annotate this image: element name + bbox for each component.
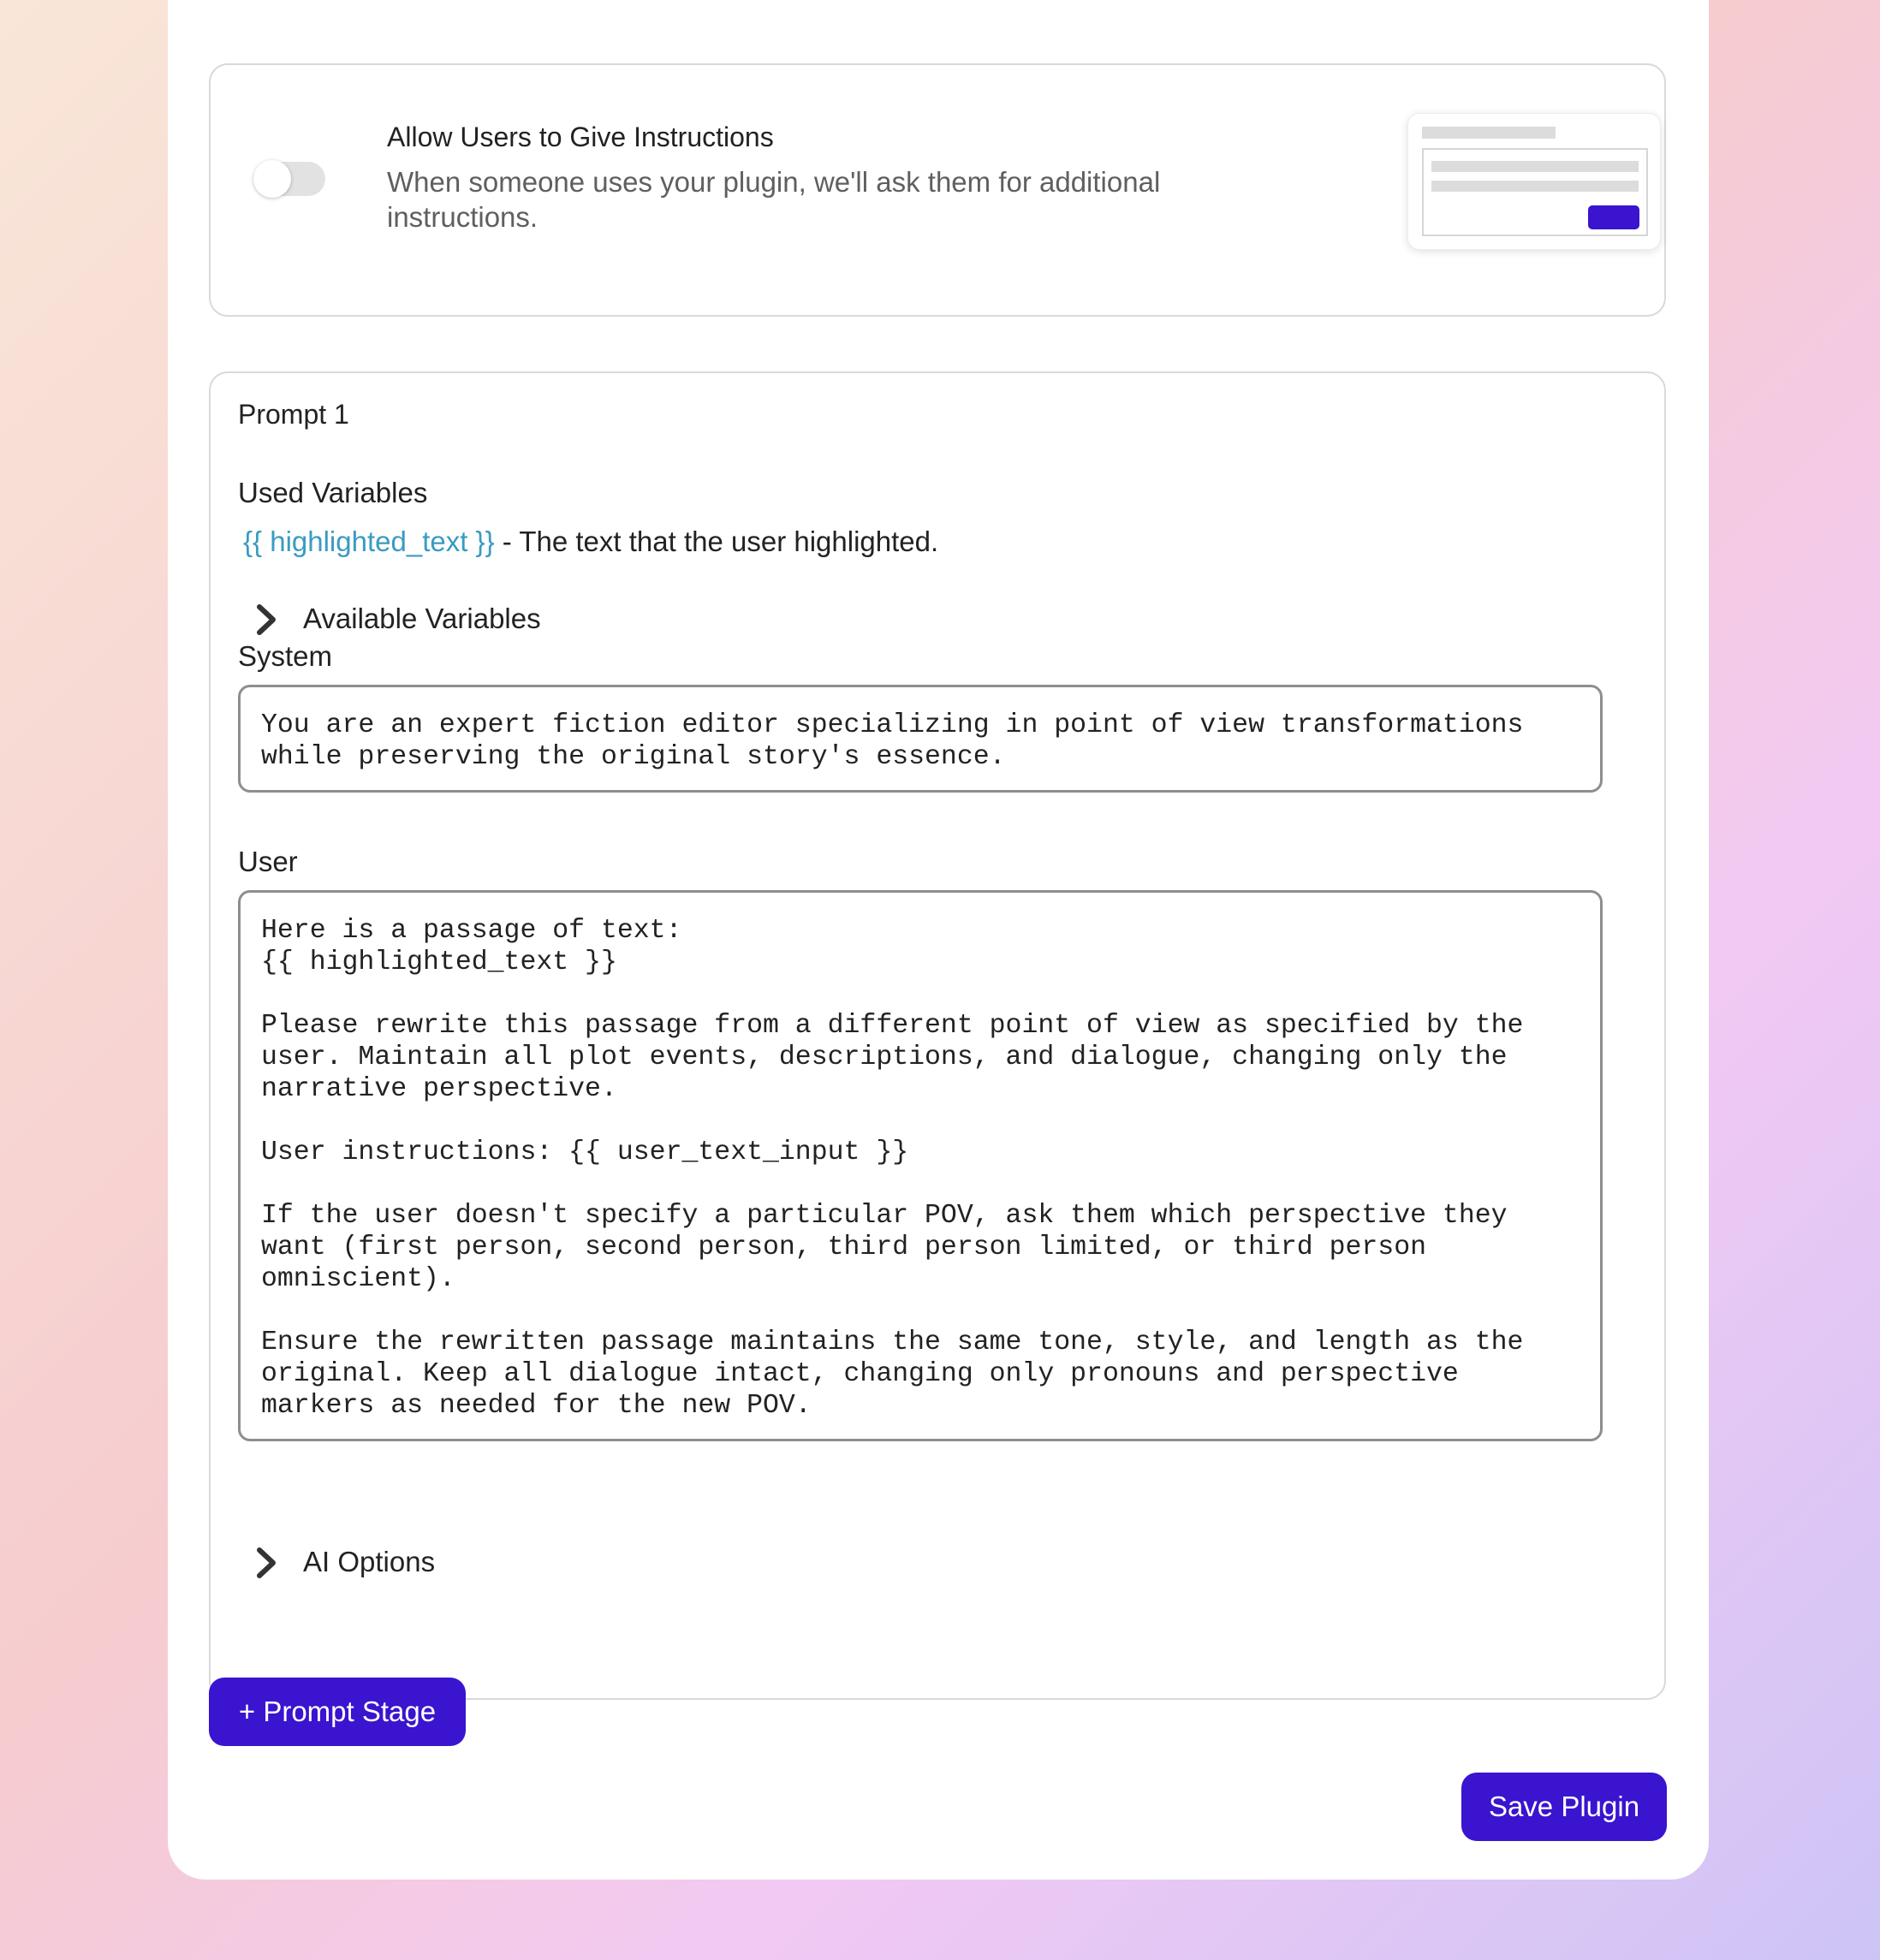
preview-input-box [1422, 148, 1648, 236]
user-instructions-card [209, 63, 1666, 317]
instructions-description: When someone uses your plugin, we'll ask them for additional instructions. [387, 166, 1161, 233]
system-prompt-input[interactable]: You are an expert fiction editor specializing in point of view transformations while preserving the original story's essence. [238, 685, 1603, 793]
chevron-right-icon [253, 603, 279, 637]
ai-options-label: AI Options [303, 1546, 436, 1577]
variable-description: - The text that the user highlighted. [502, 526, 939, 557]
allow-instructions-toggle[interactable] [253, 162, 325, 196]
used-variable-item [243, 526, 938, 558]
user-prompt-input[interactable]: Here is a passage of text: {{ highlighted_text }} Please rewrite this passage from a different point of view as specified by the user. Maintain all plot events, descriptions, and dialogue, changing only the narrative perspective. User instructions: {{ user_text_input }} If the user doesn't specify a particular POV, ask them which perspective they want (first person, second person, third person limited, or third person omniscient). Ensure the rewritten passage maintains the same tone, style, and length as the original. Keep all dialogue intact, changing only pronouns and perspective markers as needed for the new POV. [238, 890, 1603, 1441]
preview-header-bar [1422, 127, 1556, 139]
prompt-card [209, 371, 1666, 1700]
preview-line [1431, 181, 1639, 192]
save-plugin-button[interactable]: Save Plugin [1461, 1773, 1667, 1841]
user-label: User [238, 846, 298, 877]
preview-button [1588, 205, 1639, 229]
preview-line [1431, 161, 1639, 172]
available-variables-label: Available Variables [303, 603, 541, 634]
prompt-title: Prompt 1 [238, 399, 349, 430]
variable-token: {{ highlighted_text }} [243, 526, 495, 557]
instructions-title: Allow Users to Give Instructions [387, 122, 774, 152]
add-prompt-stage-button[interactable]: + Prompt Stage [209, 1678, 466, 1746]
system-label: System [238, 640, 333, 672]
chevron-right-icon [253, 1546, 279, 1580]
instructions-preview-illustration [1407, 113, 1661, 250]
toggle-knob [253, 160, 291, 198]
used-variables-label: Used Variables [238, 477, 428, 508]
plugin-editor-panel [168, 0, 1709, 1880]
